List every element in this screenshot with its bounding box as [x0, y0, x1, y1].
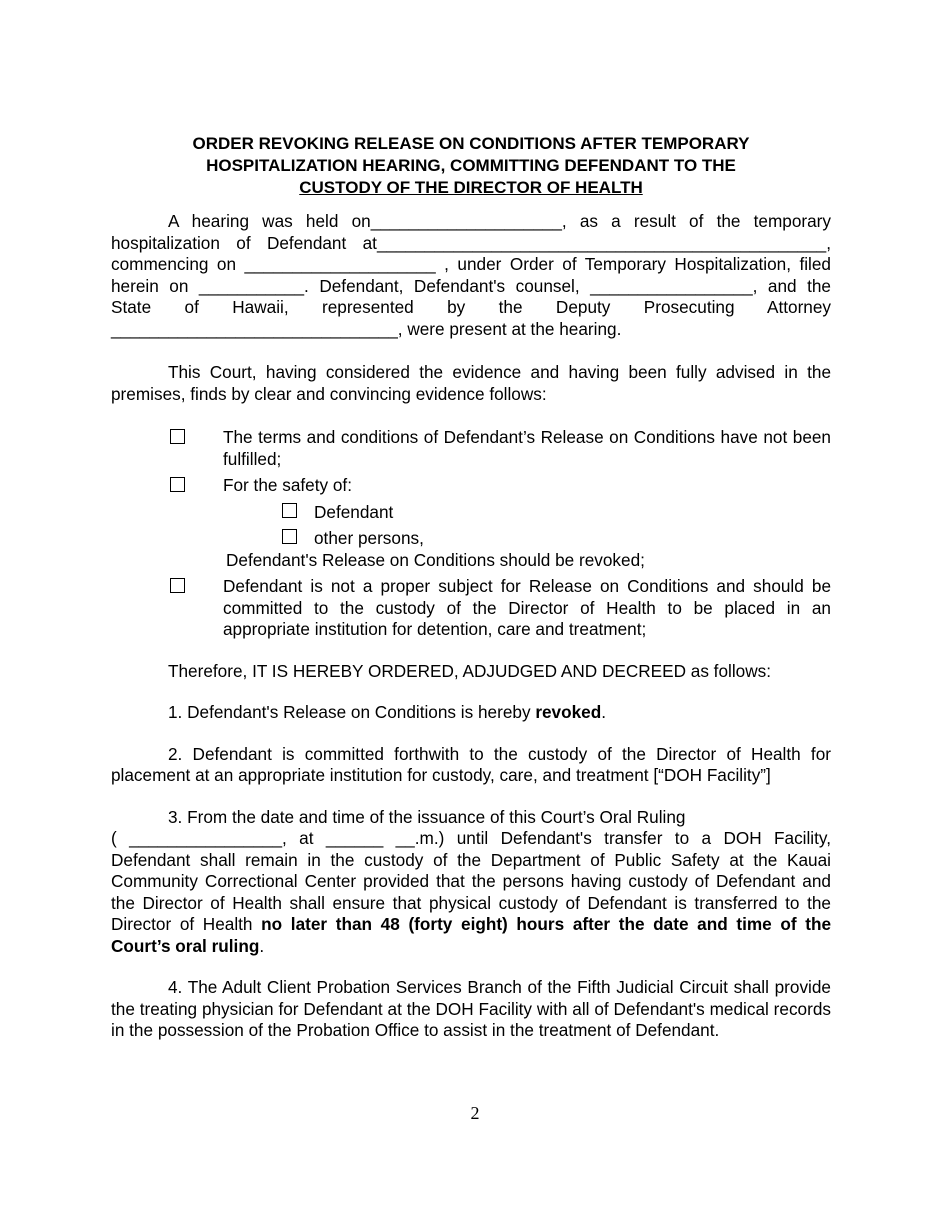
- order-3-body-text: Defendant shall remain in the custody of the Department of Public Safety at the Kauai Community Correctional Center provided that the persons having custody of Defendant and the Director of Health shall ensure that physical custody of Defendant is transferred to the Director of Health: [111, 849, 831, 934]
- page-number: 2: [470, 1103, 480, 1123]
- hearing-line-5: State of Hawaii, represented by the Deputy Prosecuting Attorney: [111, 297, 831, 317]
- finding-text: For the safety of:: [223, 475, 352, 495]
- order-item-2: 2. Defendant is committed forthwith to the custody of the Director of Health for placement at an appropriate institution for custody, care, and treatment [“DOH Facility”]: [111, 743, 831, 785]
- checkbox[interactable]: [282, 529, 297, 544]
- checkbox[interactable]: [170, 429, 185, 444]
- finding-item-safety: [111, 475, 831, 497]
- checkbox[interactable]: [170, 578, 185, 593]
- order-1-end: .: [601, 702, 607, 722]
- option-text: other persons,: [314, 528, 424, 548]
- therefore-clause: Therefore, IT IS HEREBY ORDERED, ADJUDGED AND DECREED as follows:: [168, 660, 771, 681]
- order-3-body: [111, 850, 831, 958]
- order-item-1: [111, 702, 831, 724]
- document-page: [111, 133, 831, 1042]
- hearing-line-4: herein on ___________. Defendant, Defendant's counsel, _________________, and the: [111, 275, 831, 296]
- hearing-line-2: hospitalization of Defendant at_______________________________________________,: [111, 232, 831, 253]
- safety-option-other-persons: [111, 528, 831, 550]
- order-title: [111, 133, 831, 199]
- hearing-paragraph: [111, 211, 831, 340]
- order-3-bold: no later than 48 (forty eight) hours after the date and time of the Court’s oral ruling: [111, 914, 831, 956]
- order-1-text: 1. Defendant's Release on Conditions is hereby: [168, 702, 536, 722]
- order-item-3: [111, 807, 831, 958]
- safety-option-defendant: [111, 502, 831, 524]
- order-3-line-2: ( ________________, at ______ __.m.) until Defendant's transfer to a DOH Facility,: [111, 828, 831, 848]
- order-3-line-1: 3. From the date and time of the issuance of this Court’s Oral Ruling: [168, 806, 686, 827]
- order-1-bold: revoked: [535, 702, 602, 722]
- title-line-2: HOSPITALIZATION HEARING, COMMITTING DEFENDANT TO THE: [206, 156, 736, 175]
- hearing-line-3: commencing on ____________________ , under Order of Temporary Hospitalization, filed: [111, 254, 831, 274]
- finding-text: The terms and conditions of Defendant’s Release on Conditions have not been fulfilled;: [223, 427, 831, 469]
- finding-text: Defendant is not a proper subject for Release on Conditions and should be committed to the custody of the Director of Health to be placed in an appropriate institution for detention, care and treatment;: [223, 576, 831, 639]
- checkbox[interactable]: [282, 503, 297, 518]
- option-text: Defendant: [314, 501, 394, 522]
- safety-conclusion: Defendant's Release on Conditions should be revoked;: [226, 549, 645, 570]
- finding-item-not-proper-subject: [111, 576, 831, 641]
- checkbox[interactable]: [170, 477, 185, 492]
- order-3-end: .: [259, 935, 265, 956]
- hearing-line-6: ______________________________, were present at the hearing.: [111, 318, 622, 339]
- hearing-line-1: A hearing was held on____________________, as a result of the temporary: [168, 211, 831, 231]
- title-line-3: CUSTODY OF THE DIRECTOR OF HEALTH: [299, 178, 643, 197]
- finding-item-conditions: [111, 427, 831, 470]
- order-item-4: 4. The Adult Client Probation Services Branch of the Fifth Judicial Circuit shall provide the treating physician for Defendant at the DOH Facility with all of Defendant's medical records in the possession of the Probation Office to assist in the treatment of Defendant.: [111, 977, 831, 1040]
- findings-intro: This Court, having considered the evidence and having been fully advised in the premises, finds by clear and convincing evidence follows:: [111, 362, 831, 404]
- title-line-1: ORDER REVOKING RELEASE ON CONDITIONS AFTER TEMPORARY: [192, 134, 750, 153]
